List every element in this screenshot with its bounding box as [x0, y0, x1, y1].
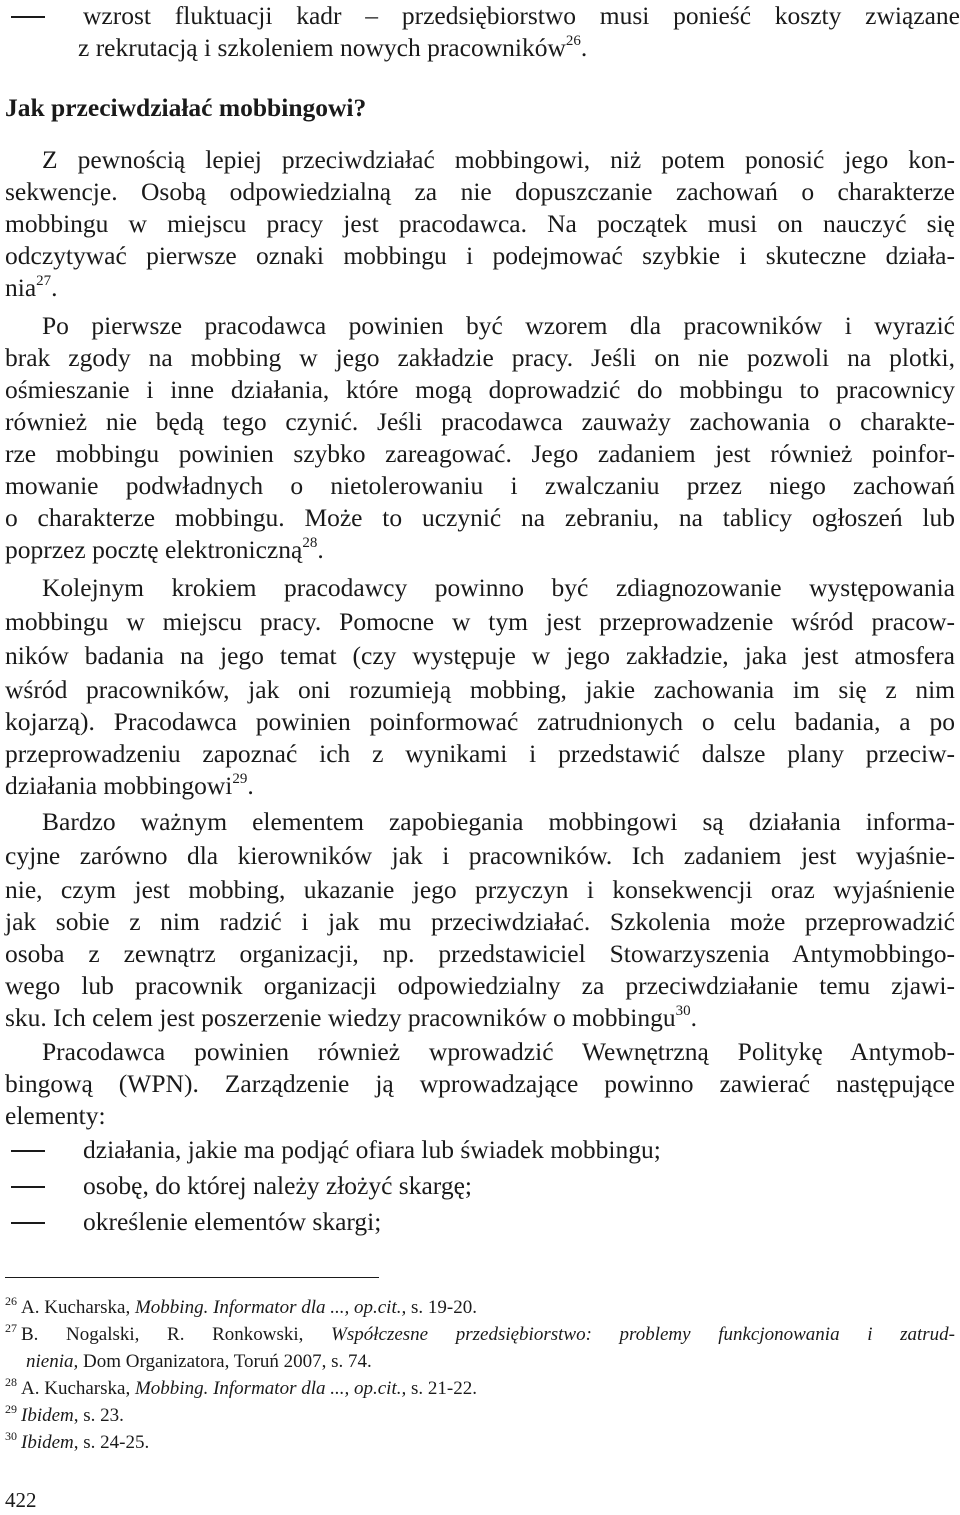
list-item-text: z rekrutacją i szkoleniem nowych pracowników — [78, 33, 566, 62]
paragraph-line — [5, 272, 955, 304]
footnote-ref[interactable]: 27 — [36, 273, 52, 289]
footnote-text: s. 19-20. — [406, 1297, 477, 1318]
footnote-number: 30 — [5, 1429, 17, 1443]
footnote-text: A. Kucharska, — [21, 1297, 135, 1318]
paragraph-line: ników badania na jego temat (czy występuje w jego zakładzie, jaka jest atmosfera — [5, 641, 955, 670]
list-item — [5, 1170, 955, 1202]
footnote-29 — [5, 1402, 955, 1429]
footnote-ref[interactable]: 29 — [232, 771, 248, 787]
paragraph-text: poprzez pocztę elektroniczną — [5, 535, 303, 564]
footnote-ref[interactable]: 26 — [565, 33, 581, 49]
section-heading: Jak przeciwdziałać mobbingowi? — [5, 93, 367, 122]
paragraph-line: mowanie podwładnych o nietolerowaniu i zwalczaniu przez niego zachowań — [5, 471, 955, 500]
paragraph-line — [5, 770, 955, 802]
paragraph-line: Pracodawca powinien również wprowadzić Wewnętrzną Politykę Antymob- — [42, 1037, 955, 1066]
list-item — [5, 1134, 955, 1166]
footnote-number: 26 — [5, 1294, 17, 1308]
footnote-text: Dom Organizatora, Toruń 2007, s. 74. — [78, 1351, 372, 1372]
paragraph-line: osoba z zewnątrz organizacji, np. przedstawiciel Stowarzyszenia Antymobbingo- — [5, 939, 955, 968]
paragraph-line: nie, czym jest mobbing, ukazanie jego przyczyn i konsekwencji oraz wyjaśnienie — [5, 875, 955, 904]
paragraph-line: ośmieszanie i inne działania, które mogą doprowadzić do mobbingu to pracownicy — [5, 375, 955, 404]
list-item-continuation — [78, 32, 955, 64]
footnote-26 — [5, 1294, 955, 1321]
footnote-divider — [5, 1277, 379, 1278]
dash-bullet-icon — [11, 1150, 45, 1152]
paragraph-text: sku. Ich celem jest poszerzenie wiedzy pracowników o mobbingu — [5, 1003, 676, 1032]
paragraph-line: elementy: — [5, 1101, 106, 1130]
list-item-text: osobę, do której należy złożyć skargę; — [83, 1171, 472, 1200]
footnote-ref[interactable]: 30 — [675, 1003, 691, 1019]
footnote-text: A. Kucharska, — [21, 1378, 135, 1399]
list-item-text: działania, jakie ma podjąć ofiara lub świadek mobbingu; — [83, 1135, 661, 1164]
footnote-ref[interactable]: 28 — [302, 535, 318, 551]
paragraph-line: Kolejnym krokiem pracodawcy powinno być zdiagnozowanie występowania — [42, 573, 955, 602]
footnote-28 — [5, 1375, 955, 1402]
paragraph-line: mobbingu w miejscu pracy. Pomocne w tym jest przeprowadzenie wśród pracow- — [5, 607, 955, 636]
paragraph-line: odczytywać pierwsze oznaki mobbingu i podejmować szybkie i skuteczne działa- — [5, 241, 955, 270]
paragraph-line: o charakterze mobbingu. Może to uczynić na zebraniu, na tablicy ogłoszeń lub — [5, 503, 955, 532]
footnote-number: 27 — [5, 1321, 17, 1335]
paragraph-line: wego lub pracownik organizacji odpowiedzialny za przeciwdziałanie temu zjawi- — [5, 971, 955, 1000]
paragraph-line: sekwencje. Osobą odpowiedzialną za nie dopuszczanie zachowań o charakterze — [5, 177, 955, 206]
paragraph-line: Bardzo ważnym elementem zapobiegania mobbingowi są działania informa- — [42, 807, 955, 836]
dash-bullet-icon — [11, 16, 45, 18]
footnote-title: Mobbing. Informator dla ..., op.cit., — [134, 1378, 407, 1399]
paragraph-line: rze mobbingu powinien szybko zareagować. Jego zadaniem jest również poinfor- — [5, 439, 955, 468]
paragraph-line: kojarzą). Pracodawca powinien poinformować zatrudnionych o celu badania, a po — [5, 707, 955, 736]
footnote-title: nienia, — [26, 1351, 79, 1372]
paragraph-line — [5, 1002, 955, 1034]
dash-bullet-icon — [11, 1186, 45, 1188]
punctuation: . — [317, 535, 324, 564]
paragraph-line: również nie będą tego czynić. Jeśli pracodawca zauważy zachowania o charakte- — [5, 407, 955, 436]
paragraph-line: cyjne zarówno dla kierowników jak i pracowników. Ich zadaniem jest wyjaśnie- — [5, 841, 955, 870]
footnote-text: , s. 24-25. — [73, 1432, 150, 1453]
paragraph-line: bingową (WPN). Zarządzenie ją wprowadzające powinno zawierać następujące — [5, 1069, 955, 1098]
paragraph-line: Z pewnością lepiej przeciwdziałać mobbingowi, niż potem ponosić jego kon- — [42, 145, 955, 174]
paragraph-line: mobbingu w miejscu pracy jest pracodawca. Na początek musi on nauczyć się — [5, 209, 955, 238]
footnote-title: Ibidem — [21, 1432, 74, 1453]
footnote-title: Mobbing. Informator dla ..., op.cit., — [134, 1297, 407, 1318]
dash-bullet-icon — [11, 1222, 45, 1224]
paragraph-line: jak sobie z nim radzić i jak mu przeciwdziałać. Szkolenia może przeprowadzić — [5, 907, 955, 936]
paragraph-line: wśród pracowników, jak oni rozumieją mobbing, jakie zachowania im się z nim — [5, 675, 955, 704]
footnote-title: Współczesne przedsiębiorstwo: problemy funkcjonowania i zatrud- — [331, 1324, 955, 1345]
paragraph-line: przeprowadzeniu zapoznać ich z wynikami i przedstawić dalsze plany przeciw- — [5, 739, 955, 768]
paragraph-text: działania mobbingowi — [5, 771, 233, 800]
footnote-number: 29 — [5, 1402, 17, 1416]
list-item-text: wzrost fluktuacji kadr – przedsiębiorstwo musi ponieść koszty związane — [83, 1, 960, 30]
list-item-text: określenie elementów skargi; — [83, 1207, 382, 1236]
paragraph-line: brak zgody na mobbing w jego zakładzie pracy. Jeśli on nie pozwoli na plotki, — [5, 343, 955, 372]
paragraph-line: Po pierwsze pracodawca powinien być wzorem dla pracowników i wyrazić — [42, 311, 955, 340]
footnote-text: s. 21-22. — [406, 1378, 477, 1399]
footnote-text: , s. 23. — [73, 1405, 124, 1426]
list-item — [5, 0, 960, 32]
paragraph-text: nia — [5, 273, 37, 302]
footnote-27 — [5, 1321, 955, 1348]
paragraph-line — [5, 534, 955, 566]
footnote-27-continuation — [26, 1348, 955, 1375]
footnote-text: B. Nogalski, R. Ronkowski, — [21, 1324, 332, 1345]
footnote-30 — [5, 1429, 955, 1456]
punctuation: . — [580, 33, 588, 62]
list-item — [5, 1206, 955, 1238]
footnote-number: 28 — [5, 1375, 17, 1389]
footnote-title: Ibidem — [21, 1405, 74, 1426]
punctuation: . — [247, 771, 254, 800]
punctuation: . — [51, 273, 58, 302]
page-number: 422 — [5, 1488, 37, 1512]
punctuation: . — [690, 1003, 697, 1032]
